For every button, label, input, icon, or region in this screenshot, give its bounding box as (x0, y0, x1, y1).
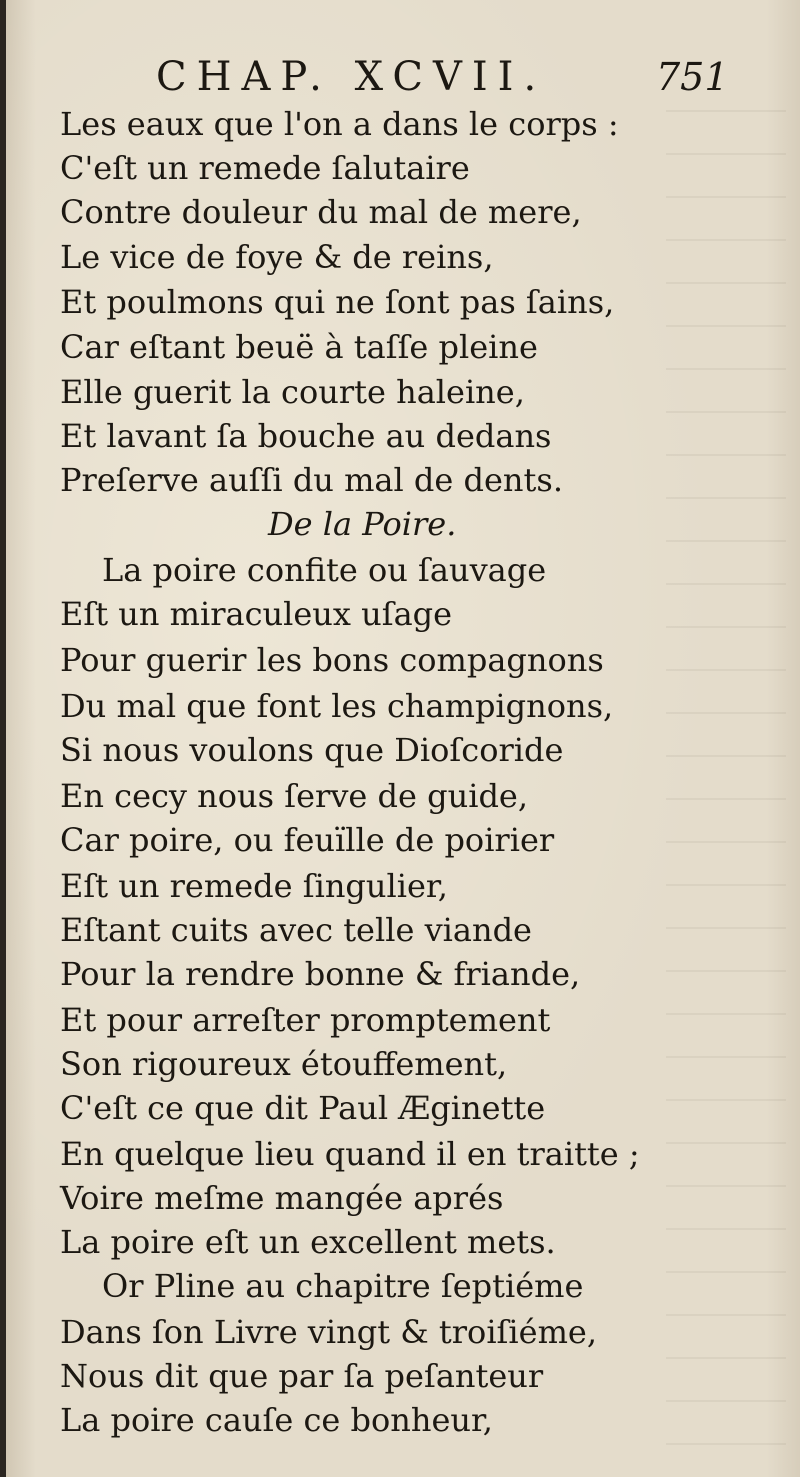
verse-line: Son rigoureux étouffement, (60, 1045, 508, 1083)
verse-line: C'eſt un remede ſalutaire (60, 149, 470, 187)
verse-line: Eſtant cuits avec telle viande (60, 911, 532, 949)
verse-line: Elle guerit la courte haleine, (60, 373, 525, 411)
page-number: 751 (656, 55, 729, 99)
verse-line: Pour la rendre bonne & friande, (60, 955, 581, 993)
page-header (6, 52, 800, 102)
verse-line: Car eſtant beuë à taſſe pleine (60, 328, 538, 366)
verse-line: Eſt un remede ſingulier, (60, 867, 448, 905)
book-page (6, 0, 800, 1477)
verse-line: C'eſt ce que dit Paul Æginette (60, 1089, 546, 1127)
verse-line: Eſt un miraculeux uſage (60, 595, 453, 633)
verse-line: Car poire, ou feuïlle de poirier (60, 821, 555, 859)
verse-line: Si nous voulons que Dioſcoride (60, 731, 564, 769)
show-through-text (666, 110, 786, 1450)
verse-line: Dans ſon Livre vingt & troiſiéme, (60, 1313, 598, 1351)
verse-line: Et pour arreſter promptement (60, 1001, 551, 1039)
section-title: De la Poire. (268, 505, 457, 543)
verse-line: La poire eſt un excellent mets. (60, 1223, 556, 1261)
verse-line: Et lavant ſa bouche au dedans (60, 417, 552, 455)
verse-line: Et poulmons qui ne ſont pas ſains, (60, 283, 615, 321)
verse-line: Du mal que font les champignons, (60, 687, 614, 725)
verse-line: Pour guerir les bons compagnons (60, 641, 604, 679)
verse-line: En quelque lieu quand il en traitte ; (60, 1135, 640, 1173)
verse-line: Preſerve auſſi du mal de dents. (60, 461, 563, 499)
verse-line: Le vice de foye & de reins, (60, 238, 494, 276)
verse-line: La poire confite ou ſauvage (102, 551, 547, 589)
verse-line: Contre douleur du mal de mere, (60, 193, 582, 231)
running-head: CHAP. XCVII. (156, 54, 547, 100)
verse-line: Voire meſme mangée aprés (60, 1179, 504, 1217)
verse-line: Nous dit que par ſa peſanteur (60, 1357, 544, 1395)
verse-line: La poire cauſe ce bonheur, (60, 1401, 493, 1439)
verse-line: Or Pline au chapitre ſeptiéme (102, 1267, 584, 1305)
verse-line: En cecy nous ſerve de guide, (60, 777, 529, 815)
verse-line: Les eaux que l'on a dans le corps : (60, 105, 619, 143)
